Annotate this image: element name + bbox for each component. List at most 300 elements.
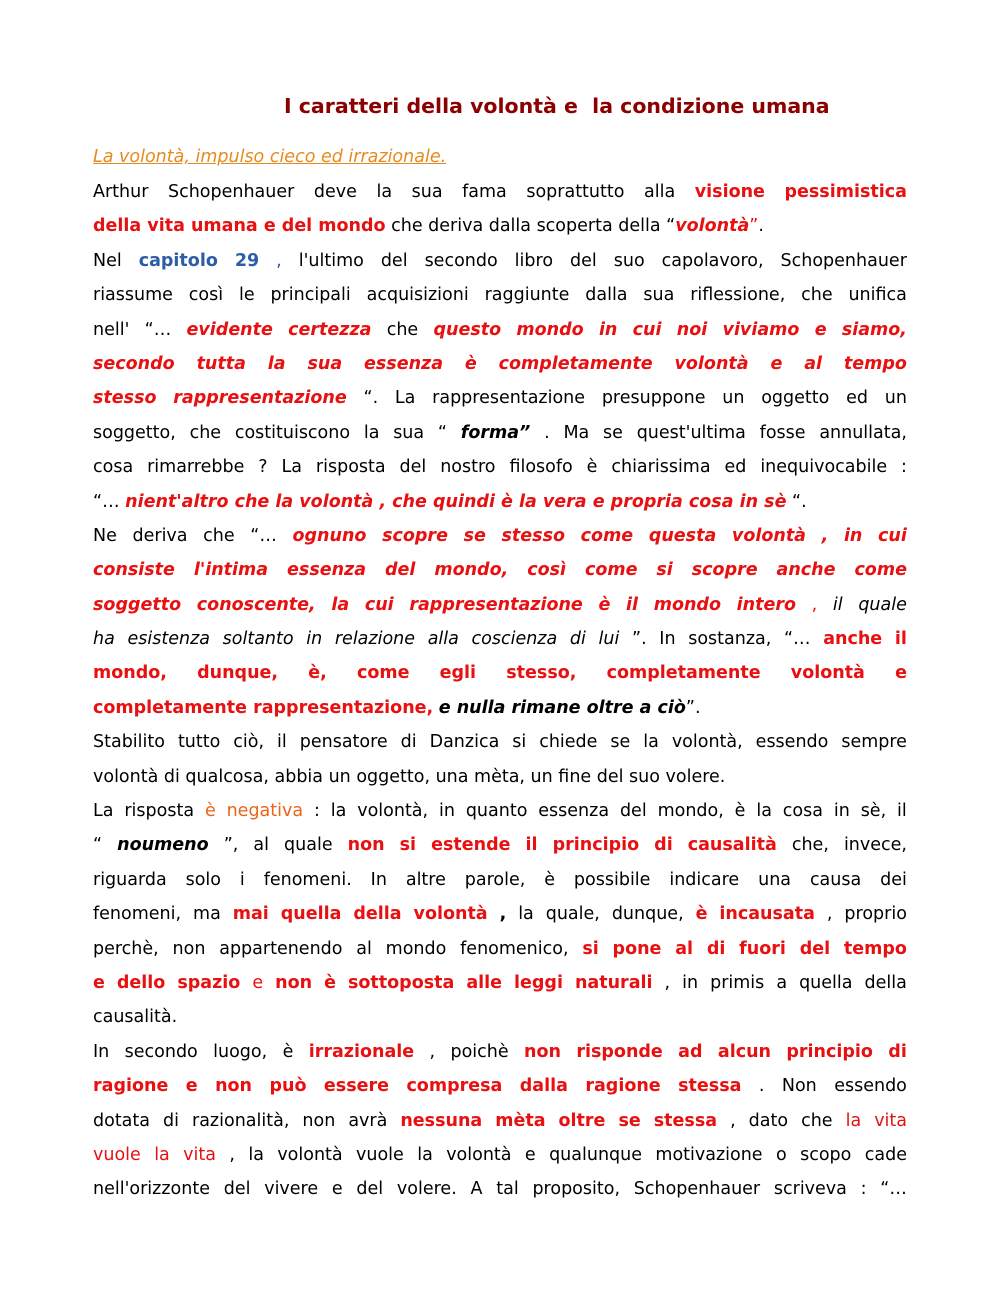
text-run: è [324, 972, 336, 993]
text-run: non [524, 1041, 561, 1062]
text-run: Ma [563, 422, 590, 443]
text-run: del [356, 1179, 384, 1200]
text-run: completamente [498, 353, 653, 374]
text-run: non [215, 1076, 253, 1097]
text-run: fuori [739, 938, 786, 959]
text-line [93, 828, 907, 862]
text-run: libro [514, 250, 554, 271]
text-run: possibile [573, 869, 651, 890]
text-run: si [582, 938, 599, 959]
text-run: al [253, 835, 269, 856]
text-run: : [860, 1179, 867, 1200]
text-run: dei [880, 869, 907, 890]
text-run: cosa [782, 801, 823, 822]
text-run: , [730, 1110, 736, 1131]
text-run: non [302, 1110, 336, 1131]
text-run: risposta [124, 801, 195, 822]
text-run: causalità [687, 835, 777, 856]
text-run: nell' [93, 319, 130, 340]
text-run: In [659, 629, 676, 650]
text-run: , [229, 1144, 235, 1165]
text-run: scopo [800, 1144, 852, 1165]
text-run: soprattutto [526, 182, 625, 202]
text-line [93, 416, 907, 450]
text-run: se [618, 1110, 641, 1131]
text-run: mondo, [657, 801, 724, 822]
text-run: primis [710, 972, 765, 993]
text-run: di [400, 732, 417, 753]
text-run: il [832, 594, 843, 615]
text-line [93, 244, 907, 278]
text-run: riassume [93, 285, 173, 306]
text-run: deriva [132, 525, 188, 546]
text-line [93, 588, 907, 622]
text-run: Nel [93, 250, 122, 271]
text-run: risponde [576, 1041, 663, 1062]
text-run: egli [439, 663, 477, 684]
text-run: le [238, 285, 255, 306]
text-run: di [706, 938, 726, 959]
text-run: cui [878, 525, 907, 546]
text-run: in [438, 801, 455, 822]
text-run: cade [864, 1144, 907, 1165]
text-line [93, 1035, 907, 1069]
text-run: siamo, [841, 319, 907, 340]
text-run: volontà [731, 525, 806, 546]
text-run: viviamo [722, 319, 800, 340]
text-run: in [306, 629, 323, 650]
text-run: essendo [834, 1076, 907, 1097]
text-run: e [895, 663, 907, 684]
text-run: rimarrebbe [147, 457, 245, 478]
text-run: motivazione [655, 1144, 763, 1165]
text-run: volontà di qualcosa, abbia un oggetto, una mèta, un fine del suo volere. [93, 766, 726, 787]
text-run: e [185, 1076, 198, 1097]
text-run: sottoposta [347, 972, 455, 993]
text-run: raggiunte [484, 285, 570, 306]
text-run: di [888, 1041, 907, 1062]
text-run: “… [880, 1179, 907, 1200]
text-run: alle [466, 972, 503, 993]
text-run: essenza [364, 353, 444, 374]
text-run: certezza [288, 319, 372, 340]
text-run: è [464, 353, 477, 374]
text-run: filosofo [509, 457, 573, 478]
text-run: che, [791, 835, 829, 856]
text-run: ? [258, 457, 268, 478]
text-run: si [656, 560, 673, 581]
text-run: può [269, 1076, 307, 1097]
text-run: incausata [719, 904, 815, 925]
text-run: tutto [177, 732, 221, 753]
text-run: In [370, 869, 387, 890]
text-run: , [664, 972, 671, 993]
text-run: mondo, [434, 560, 509, 581]
text-run: a [776, 972, 788, 993]
text-run: qualunque [549, 1144, 643, 1165]
text-run: cui [364, 594, 394, 615]
text-run: leggi [514, 972, 563, 993]
text-run: secondo [93, 353, 175, 374]
text-run: “ [93, 835, 103, 856]
text-line [93, 450, 907, 484]
text-run: negativa [226, 801, 304, 822]
text-run: dato [748, 1110, 789, 1131]
text-run: irrazionale [308, 1041, 415, 1062]
text-run: nessuna [400, 1110, 483, 1131]
text-run: mondo, [93, 663, 167, 684]
text-run: un [884, 388, 907, 409]
text-run: se [610, 732, 631, 753]
text-line [93, 863, 907, 897]
text-run: essendo [755, 732, 829, 753]
text-run: vita [874, 1110, 907, 1131]
text-run: è [204, 801, 216, 822]
text-run: si [512, 732, 527, 753]
text-run: la [643, 732, 659, 753]
text-run: è [695, 904, 708, 925]
text-run: “. [786, 491, 807, 512]
text-run: la [267, 353, 286, 374]
text-run: In [93, 1041, 110, 1062]
text-run: sua [307, 353, 343, 374]
text-run: che deriva dalla scoperta della “ [385, 216, 676, 237]
text-run: scopre [382, 525, 448, 546]
text-run: naturali [574, 972, 653, 993]
text-run: e [252, 972, 264, 993]
text-run: ognuno [292, 525, 367, 546]
text-run: i [239, 869, 245, 890]
text-run: suo [613, 250, 645, 271]
text-run: completamente [606, 663, 761, 684]
text-run: chiarissima [611, 457, 711, 478]
text-run: quale [858, 594, 907, 615]
text-run: ragione [585, 1076, 661, 1097]
text-run: tempo [843, 938, 907, 959]
text-run: volontà [675, 216, 750, 237]
text-run: volontà [446, 1144, 512, 1165]
text-run: del [380, 250, 408, 271]
text-run: che [801, 1110, 833, 1131]
text-run: tempo [843, 353, 907, 374]
text-run: la [756, 801, 772, 822]
text-run: mondo [516, 319, 584, 340]
text-line [93, 794, 907, 828]
text-run: ed [724, 457, 747, 478]
text-run: evidente [186, 319, 273, 340]
text-run: quella [280, 904, 342, 925]
text-run: che [801, 285, 833, 306]
text-run: essenza [538, 801, 610, 822]
text-run: appartenendo [219, 938, 343, 959]
text-run: , [821, 525, 829, 546]
text-run: dello [116, 972, 166, 993]
text-line [93, 1069, 907, 1103]
text-run: e [524, 1144, 536, 1165]
text-run: visione [694, 182, 765, 202]
text-run: invece, [843, 835, 907, 856]
text-run: noi [676, 319, 708, 340]
text-run: è [598, 594, 611, 615]
text-run: proprio [844, 904, 907, 925]
text-run: quella [799, 972, 853, 993]
text-run: quale, [545, 904, 600, 925]
text-line [93, 175, 907, 209]
page-title: I caratteri della volontà e la condizione umana [284, 94, 830, 118]
text-run: : [313, 801, 320, 822]
text-line [93, 381, 907, 415]
text-run: quanto [465, 801, 528, 822]
text-run: fenomenico, [460, 938, 569, 959]
text-run: al [804, 353, 822, 374]
text-run: razionalità, [192, 1110, 290, 1131]
text-run: , [811, 594, 818, 615]
text-run: sempre [841, 732, 907, 753]
text-run: come [584, 560, 638, 581]
text-run: chiede [539, 732, 598, 753]
text-line [93, 347, 907, 381]
text-run: o [775, 1144, 787, 1165]
text-run: al [356, 938, 372, 959]
text-run: nostro [440, 457, 496, 478]
text-run: Schopenhauer [780, 250, 907, 271]
text-run: estende [431, 835, 511, 856]
text-run: soggetto, [93, 422, 176, 443]
text-run: Schopenhauer [167, 182, 295, 202]
text-run: “… [250, 525, 277, 546]
text-run: mondo [653, 594, 721, 615]
text-run: riflessione, [690, 285, 786, 306]
text-run: proposito, [532, 1179, 621, 1200]
text-run: di [654, 835, 673, 856]
text-run: dalla [585, 285, 628, 306]
text-run: cosa [93, 457, 134, 478]
text-run: 29 [234, 250, 260, 271]
text-run: dunque, [197, 663, 279, 684]
text-run: del [223, 1179, 251, 1200]
text-run: pessimistica [784, 182, 907, 202]
text-run: causa [809, 869, 862, 890]
text-run: e [331, 1179, 343, 1200]
text-run: soltanto [222, 629, 294, 650]
text-run: quest'ultima [636, 422, 746, 443]
text-run: e nulla rimane oltre a ciò [438, 697, 686, 718]
text-run: ad [678, 1041, 703, 1062]
text-run: capolavoro, [661, 250, 764, 271]
text-run: se [603, 422, 623, 443]
text-run: un [722, 388, 745, 409]
text-run: mèta [495, 1110, 546, 1131]
text-run: rappresentazione [173, 388, 347, 409]
text-run: in [598, 319, 618, 340]
text-run: in [682, 972, 699, 993]
text-run: noumeno [117, 835, 209, 856]
text-run: parole, [464, 869, 526, 890]
text-run: capitolo [138, 250, 218, 271]
text-line [93, 519, 907, 553]
text-run: e [93, 972, 105, 993]
text-run: principio [786, 1041, 873, 1062]
text-run: cui [632, 319, 662, 340]
text-line [93, 691, 907, 725]
text-run: non [347, 835, 385, 856]
text-run: come [854, 560, 907, 581]
text-run: Schopenhauer [633, 1179, 761, 1200]
text-line [93, 966, 907, 1000]
text-run: vuole [356, 1144, 404, 1165]
text-run: rappresentazione [409, 594, 583, 615]
text-run: stesso [93, 388, 157, 409]
text-line [93, 278, 907, 312]
text-run: fenomeni, [93, 904, 182, 925]
text-run: del [570, 250, 597, 271]
text-run: ed [846, 388, 868, 409]
text-run: anche [776, 560, 836, 581]
text-run: al [675, 938, 694, 959]
text-run: del [399, 457, 427, 478]
text-run: della [353, 904, 402, 925]
text-run: oggetto [761, 388, 830, 409]
text-run: ”, [223, 835, 239, 856]
text-run: sostanza, [688, 629, 772, 650]
text-run: di [569, 629, 586, 650]
text-run: la [376, 182, 393, 202]
text-line [93, 725, 907, 759]
text-run: . [544, 422, 550, 443]
text-line [93, 1172, 907, 1206]
text-run: scopre [691, 560, 758, 581]
text-run: questo [433, 319, 502, 340]
text-run: vivere [264, 1179, 319, 1200]
text-run: unifica [848, 285, 907, 306]
text-run: relazione [334, 629, 416, 650]
text-run: è [586, 457, 598, 478]
text-line [93, 760, 907, 794]
text-run: essenza [287, 560, 367, 581]
text-run: il [894, 629, 907, 650]
text-run: sua [643, 285, 675, 306]
text-run: del [619, 801, 647, 822]
section-subtitle: La volontà, impulso cieco ed irrazionale. [93, 147, 447, 167]
text-run: ”. [685, 697, 701, 718]
text-run: causalità. [93, 1007, 178, 1028]
text-run: spazio [177, 972, 241, 993]
text-run: poichè [450, 1041, 509, 1062]
text-run: esistenza [127, 629, 210, 650]
text-line [93, 209, 907, 243]
text-run: pensatore [299, 732, 388, 753]
text-run: l'intima [193, 560, 269, 581]
text-run: volontà [674, 353, 749, 374]
text-run: , [499, 904, 507, 925]
text-run: la [331, 594, 350, 615]
text-run: il [525, 835, 538, 856]
text-run: della [864, 972, 907, 993]
text-run: dotata [93, 1110, 150, 1131]
text-run: principali [270, 285, 351, 306]
text-line [93, 1138, 907, 1172]
text-run: scriveva [773, 1179, 847, 1200]
text-line [93, 485, 907, 519]
text-run: alla [644, 182, 676, 202]
text-run: inequivocabile [760, 457, 888, 478]
text-run: costituiscono [234, 422, 351, 443]
text-run: soggetto [93, 594, 182, 615]
text-run: così [527, 560, 567, 581]
text-run: sè, [860, 801, 887, 822]
text-run: in [833, 801, 850, 822]
text-run: è, [308, 663, 327, 684]
text-run: , [276, 250, 282, 271]
text-run: stesso, [506, 663, 577, 684]
text-run: coscienza [471, 629, 558, 650]
text-run: annullata, [819, 422, 907, 443]
text-run: alla [427, 629, 459, 650]
text-run: vita [183, 1144, 216, 1165]
text-run: sua [411, 182, 443, 202]
text-run: consiste [93, 560, 175, 581]
text-run: che [203, 525, 235, 546]
text-run: il [626, 594, 639, 615]
text-run: tal [496, 1179, 519, 1200]
text-run: così [188, 285, 224, 306]
text-run: fosse [759, 422, 806, 443]
text-run: è [734, 801, 746, 822]
text-run: . [758, 1076, 765, 1097]
text-run: intero [736, 594, 796, 615]
text-run: e [770, 353, 783, 374]
text-run: “… [783, 629, 811, 650]
text-line [93, 1000, 907, 1034]
text-run: riguarda [93, 869, 167, 890]
text-line [93, 313, 907, 347]
text-run: altre [405, 869, 446, 890]
text-run: una [758, 869, 792, 890]
text-run: La [394, 388, 416, 409]
text-run: del [799, 938, 831, 959]
text-line [93, 656, 907, 690]
text-run: Danzica [429, 732, 500, 753]
text-line [93, 622, 907, 656]
text-run: perchè, [93, 938, 159, 959]
text-line [93, 897, 907, 931]
text-run: solo [185, 869, 222, 890]
text-run: che [189, 422, 222, 443]
text-run: la [363, 422, 380, 443]
text-run: stessa [678, 1076, 742, 1097]
text-run: volontà, [671, 732, 743, 753]
text-run: il [277, 732, 287, 753]
text-run: pone [612, 938, 662, 959]
text-run: La [281, 457, 302, 478]
text-run: come [580, 525, 634, 546]
body-text [93, 175, 907, 1207]
text-run: il [897, 801, 907, 822]
text-run: la [417, 1144, 433, 1165]
text-run: essere [323, 1076, 389, 1097]
text-run: volontà [413, 904, 488, 925]
text-run: stessa [653, 1110, 718, 1131]
text-run: se [463, 525, 486, 546]
text-run: Stabilito [93, 732, 165, 753]
text-run: alcun [717, 1041, 771, 1062]
text-run: la [518, 904, 534, 925]
text-run: la [154, 1144, 170, 1165]
text-run: non [172, 938, 206, 959]
text-run: rappresentazione [432, 388, 586, 409]
text-run: “… [144, 319, 172, 340]
text-run: questa [648, 525, 717, 546]
